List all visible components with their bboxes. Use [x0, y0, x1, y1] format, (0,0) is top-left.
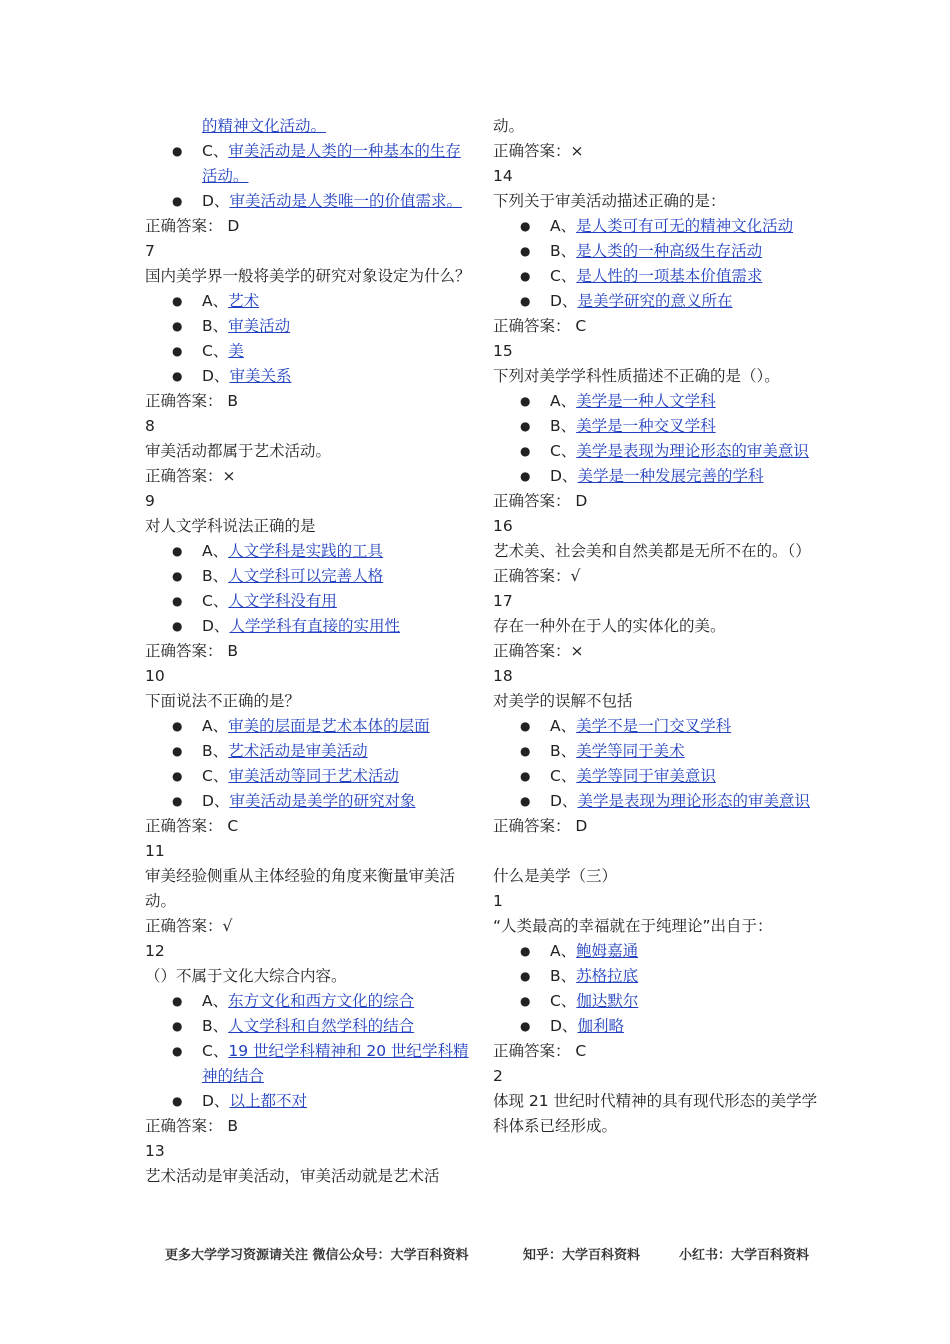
footer-zhihu: 知乎：大学百科资料	[523, 1248, 641, 1263]
answer-option	[145, 1039, 475, 1089]
question-text: 下面说法不正确的是？	[145, 692, 301, 710]
question-text: 下列对美学学科性质描述不正确的是（）。	[493, 367, 780, 385]
answer-option	[145, 789, 475, 814]
answer-option	[493, 989, 823, 1014]
option-letter: C、	[202, 342, 229, 360]
question-text: 对美学的误解不包括	[493, 692, 633, 710]
option-letter: A、	[202, 542, 229, 560]
option-letter: C、	[550, 442, 577, 460]
correct-answer: 正确答案： B	[145, 1117, 239, 1135]
bullet-icon: ●	[172, 344, 183, 358]
answer-option	[145, 1089, 475, 1114]
bullet-icon: ●	[172, 1094, 183, 1108]
bullet-icon: ●	[172, 369, 183, 383]
bullet-icon: ●	[172, 1044, 183, 1058]
option-letter: D、	[202, 367, 230, 385]
bullet-icon: ●	[520, 994, 531, 1008]
option-letter: D、	[202, 617, 230, 635]
question-text: “人类最高的幸福就在于纯理论”出自于：	[493, 917, 773, 935]
option-letter: A、	[550, 217, 577, 235]
option-link[interactable]: 审美活动是美学的研究对象	[229, 792, 416, 810]
answer-option	[145, 339, 475, 364]
option-link[interactable]: 审美的层面是艺术本体的层面	[228, 717, 430, 735]
footer-wechat: 更多大学学习资源请关注 微信公众号：大学百科资料	[165, 1248, 469, 1263]
answer-option	[493, 464, 823, 489]
question-text: （）不属于文化大综合内容。	[145, 967, 347, 985]
bullet-icon: ●	[520, 269, 531, 283]
bullet-icon: ●	[520, 219, 531, 233]
question-text: 体现 21 世纪时代精神的具有现代形态的美学学科体系已经形成。	[493, 1092, 818, 1135]
right-column	[493, 114, 823, 1139]
option-link[interactable]: 伽达默尔	[576, 992, 639, 1010]
answer-option	[493, 764, 823, 789]
answer-option	[145, 714, 475, 739]
answer-option	[493, 939, 823, 964]
answer-option	[145, 539, 475, 564]
option-link[interactable]: 东方文化和西方文化的综合	[228, 992, 415, 1010]
question-number: 16	[493, 517, 513, 535]
bullet-icon: ●	[520, 969, 531, 983]
answer-option	[145, 364, 475, 389]
bullet-icon: ●	[172, 319, 183, 333]
question-number: 9	[145, 492, 155, 510]
question-number: 10	[145, 667, 165, 685]
correct-answer: 正确答案： C	[493, 317, 587, 335]
bullet-icon: ●	[172, 994, 183, 1008]
option-link[interactable]: 美学是一种交叉学科	[576, 417, 716, 435]
option-link[interactable]: 是人类可有可无的精神文化活动	[576, 217, 794, 235]
question-text: 审美经验侧重从主体经验的角度来衡量审美活动。	[145, 867, 456, 910]
option-letter: B、	[202, 567, 229, 585]
option-letter: C、	[202, 142, 229, 160]
answer-option	[145, 289, 475, 314]
option-link[interactable]: 美学是表现为理论形态的审美意识	[576, 442, 809, 460]
option-letter: C、	[550, 267, 577, 285]
option-link[interactable]: 审美关系	[229, 367, 292, 385]
option-letter: B、	[550, 967, 577, 985]
question-number: 2	[493, 1067, 503, 1085]
option-link[interactable]: 艺术	[228, 292, 260, 310]
option-link[interactable]: 苏格拉底	[576, 967, 639, 985]
option-link[interactable]: 审美活动	[228, 317, 291, 335]
bullet-icon: ●	[520, 419, 531, 433]
bullet-icon: ●	[172, 194, 183, 208]
option-link[interactable]: 美学等同于美术	[576, 742, 685, 760]
question-number: 12	[145, 942, 165, 960]
question-text: 什么是美学（三）	[493, 867, 618, 885]
option-letter: C、	[202, 592, 229, 610]
question-number: 11	[145, 842, 165, 860]
question-text: 对人文学科说法正确的是	[145, 517, 316, 535]
answer-option	[145, 139, 475, 189]
option-letter: B、	[202, 742, 229, 760]
question-number: 18	[493, 667, 513, 685]
answer-option	[145, 764, 475, 789]
question-number: 8	[145, 417, 155, 435]
option-letter: A、	[202, 292, 229, 310]
question-number: 13	[145, 1142, 165, 1160]
question-text: 艺术美、社会美和自然美都是无所不在的。（）	[493, 542, 811, 560]
option-link[interactable]: 审美活动是人类唯一的价值需求。	[229, 192, 462, 210]
correct-answer: 正确答案： C	[145, 817, 239, 835]
option-link[interactable]: 美学是一种人文学科	[576, 392, 716, 410]
bullet-icon: ●	[172, 544, 183, 558]
answer-option	[145, 314, 475, 339]
option-letter: D、	[202, 1092, 230, 1110]
footer-xiaohongshu: 小红书：大学百科资料	[679, 1248, 810, 1263]
option-letter: D、	[550, 292, 578, 310]
bullet-icon: ●	[172, 294, 183, 308]
option-link[interactable]: 伽利略	[577, 1017, 624, 1035]
answer-option	[493, 289, 823, 314]
bullet-icon: ●	[520, 244, 531, 258]
option-link[interactable]: 艺术活动是审美活动	[228, 742, 368, 760]
answer-option	[145, 589, 475, 614]
bullet-icon: ●	[520, 794, 531, 808]
correct-answer: 正确答案：√	[145, 917, 233, 935]
answer-option	[145, 114, 475, 139]
option-letter: A、	[550, 392, 577, 410]
option-link[interactable]: 人文学科可以完善人格	[228, 567, 384, 585]
question-number: 17	[493, 592, 513, 610]
option-letter: D、	[550, 792, 578, 810]
bullet-icon: ●	[520, 469, 531, 483]
answer-option	[493, 739, 823, 764]
correct-answer: 正确答案：×	[493, 142, 584, 160]
bullet-icon: ●	[172, 569, 183, 583]
bullet-icon: ●	[520, 294, 531, 308]
option-letter: C、	[550, 767, 577, 785]
option-link[interactable]: 的精神文化活动。	[202, 117, 327, 135]
question-text: 艺术活动是审美活动，审美活动就是艺术活	[145, 1167, 440, 1185]
question-text: 动。	[493, 117, 525, 135]
correct-answer: 正确答案：√	[493, 567, 581, 585]
option-letter: C、	[202, 1042, 229, 1060]
question-text: 国内美学界一般将美学的研究对象设定为什么？	[145, 267, 471, 285]
answer-option	[145, 564, 475, 589]
bullet-icon: ●	[172, 719, 183, 733]
correct-answer: 正确答案： B	[145, 642, 239, 660]
answer-option	[493, 789, 823, 814]
bullet-icon: ●	[520, 394, 531, 408]
bullet-icon: ●	[172, 794, 183, 808]
answer-option	[493, 414, 823, 439]
answer-option	[145, 1014, 475, 1039]
answer-option	[493, 439, 823, 464]
answer-option	[145, 989, 475, 1014]
option-link[interactable]: 审美活动等同于艺术活动	[228, 767, 399, 785]
answer-option	[145, 189, 475, 214]
correct-answer: 正确答案： C	[493, 1042, 587, 1060]
bullet-icon: ●	[172, 744, 183, 758]
option-link[interactable]: 鲍姆嘉通	[576, 942, 639, 960]
answer-option	[493, 1014, 823, 1039]
question-number: 7	[145, 242, 155, 260]
option-link[interactable]: 美学是表现为理论形态的审美意识	[577, 792, 810, 810]
question-number: 14	[493, 167, 513, 185]
page-footer	[0, 1244, 950, 1264]
bullet-icon: ●	[172, 769, 183, 783]
bullet-icon: ●	[520, 444, 531, 458]
option-letter: A、	[202, 717, 229, 735]
question-number: 15	[493, 342, 513, 360]
answer-option	[493, 214, 823, 239]
answer-option	[493, 714, 823, 739]
bullet-icon: ●	[520, 1019, 531, 1033]
bullet-icon: ●	[172, 594, 183, 608]
option-link[interactable]: 人文学科和自然学科的结合	[228, 1017, 415, 1035]
option-link[interactable]: 是美学研究的意义所在	[577, 292, 733, 310]
correct-answer: 正确答案： D	[493, 492, 588, 510]
correct-answer: 正确答案： B	[145, 392, 239, 410]
option-link[interactable]: 美学是一种发展完善的学科	[577, 467, 764, 485]
option-letter: B、	[550, 242, 577, 260]
answer-option	[145, 614, 475, 639]
bullet-icon: ●	[172, 144, 183, 158]
option-link[interactable]: 是人性的一项基本价值需求	[576, 267, 763, 285]
option-link[interactable]: 美学等同于审美意识	[576, 767, 716, 785]
option-link[interactable]: 19 世纪学科精神和 20 世纪学科精神的结合	[202, 1042, 469, 1085]
left-column	[145, 114, 475, 1189]
option-letter: B、	[202, 317, 229, 335]
option-link[interactable]: 人学学科有直接的实用性	[229, 617, 400, 635]
option-letter: A、	[550, 717, 577, 735]
option-link[interactable]: 美	[228, 342, 244, 360]
option-link[interactable]: 是人类的一种高级生存活动	[576, 242, 763, 260]
option-link[interactable]: 人文学科是实践的工具	[228, 542, 384, 560]
option-letter: D、	[202, 192, 230, 210]
answer-option	[493, 239, 823, 264]
answer-option	[493, 389, 823, 414]
answer-option	[493, 264, 823, 289]
option-letter: A、	[550, 942, 577, 960]
option-letter: D、	[202, 792, 230, 810]
bullet-icon: ●	[172, 1019, 183, 1033]
correct-answer: 正确答案：×	[145, 467, 236, 485]
question-text: 存在一种外在于人的实体化的美。	[493, 617, 726, 635]
option-link[interactable]: 以上都不对	[229, 1092, 307, 1110]
blank-line	[493, 839, 823, 864]
question-number: 1	[493, 892, 503, 910]
question-text: 审美活动都属于艺术活动。	[145, 442, 332, 460]
option-link[interactable]: 审美活动是人类的一种基本的生存活动。	[202, 142, 461, 185]
option-letter: B、	[550, 742, 577, 760]
option-letter: B、	[550, 417, 577, 435]
correct-answer: 正确答案： D	[493, 817, 588, 835]
correct-answer: 正确答案：×	[493, 642, 584, 660]
option-link[interactable]: 人文学科没有用	[228, 592, 337, 610]
option-letter: C、	[202, 767, 229, 785]
answer-option	[145, 739, 475, 764]
bullet-icon: ●	[520, 769, 531, 783]
question-text: 下列关于审美活动描述正确的是：	[493, 192, 726, 210]
option-link[interactable]: 美学不是一门交叉学科	[576, 717, 732, 735]
correct-answer: 正确答案： D	[145, 217, 240, 235]
option-letter: D、	[550, 1017, 578, 1035]
option-letter: B、	[202, 1017, 229, 1035]
bullet-icon: ●	[520, 719, 531, 733]
bullet-icon: ●	[172, 619, 183, 633]
option-letter: A、	[202, 992, 229, 1010]
option-letter: C、	[550, 992, 577, 1010]
answer-option	[493, 964, 823, 989]
bullet-icon: ●	[520, 944, 531, 958]
bullet-icon: ●	[520, 744, 531, 758]
option-letter: D、	[550, 467, 578, 485]
